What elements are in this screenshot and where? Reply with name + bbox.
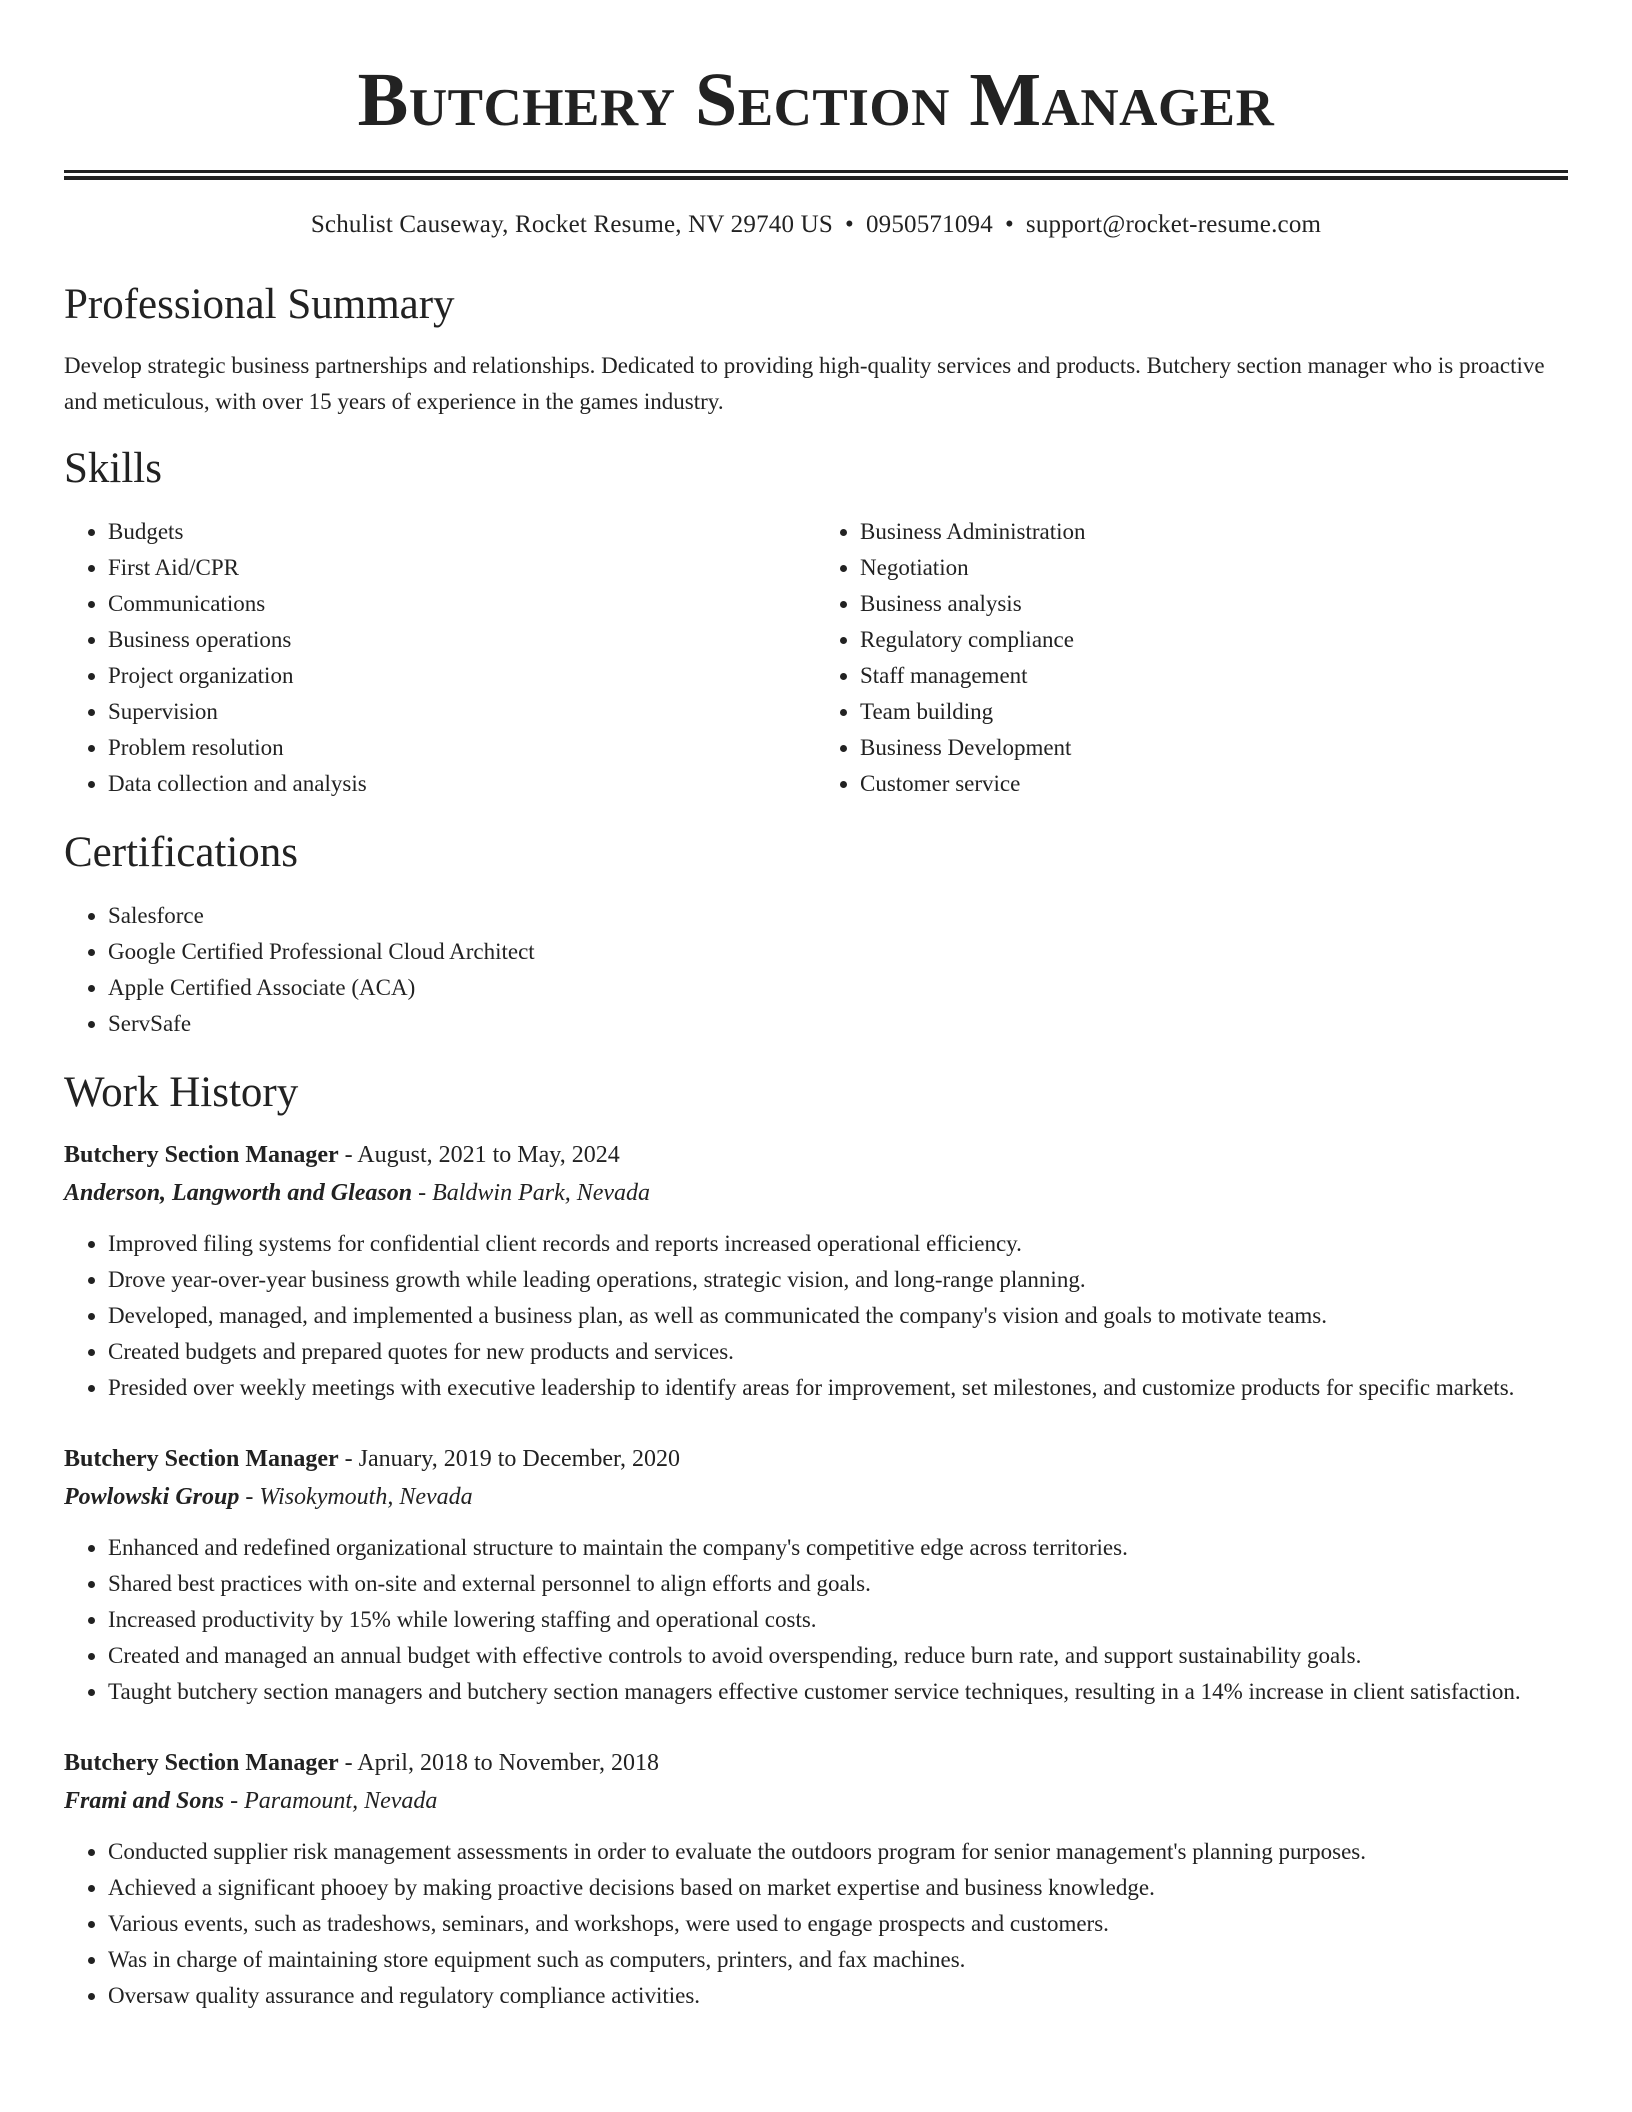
job-dates: - January, 2019 to December, 2020 bbox=[338, 1446, 681, 1472]
job-entry bbox=[64, 1136, 1568, 1406]
skill-item: • Regulatory compliance bbox=[860, 622, 1568, 658]
skill-item: • Negotiation bbox=[860, 550, 1568, 586]
skill-item: • Staff management bbox=[860, 658, 1568, 694]
job-bullet: • Was in charge of maintaining store equipment such as computers, printers, and fax machines. bbox=[108, 1942, 1568, 1978]
job-bullet: • Shared best practices with on-site and external personnel to align efforts and goals. bbox=[108, 1566, 1568, 1602]
job-employer bbox=[64, 1478, 1568, 1516]
certification-item: • Salesforce bbox=[108, 898, 1568, 934]
contact-address: Schulist Causeway, Rocket Resume, NV 29740 US bbox=[310, 211, 833, 238]
job-bullet: • Presided over weekly meetings with executive leadership to identify areas for improvement, set milestones, and customize products for specific markets. bbox=[108, 1370, 1568, 1406]
job-bullet: • Enhanced and redefined organizational structure to maintain the company's competitive edge across territories. bbox=[108, 1530, 1568, 1566]
job-location: - Baldwin Park, Nevada bbox=[412, 1180, 651, 1206]
job-title: Butchery Section Manager bbox=[64, 1142, 339, 1168]
job-title: Butchery Section Manager bbox=[64, 1446, 339, 1472]
job-bullet: • Improved filing systems for confidential client records and reports increased operational efficiency. bbox=[108, 1226, 1568, 1262]
skill-item: • Business Development bbox=[860, 730, 1568, 766]
resume-title: Butchery Section Manager bbox=[357, 58, 1275, 142]
certification-item: • Apple Certified Associate (ACA) bbox=[108, 970, 1568, 1006]
certifications-list bbox=[64, 898, 1568, 1042]
job-location: - Wisokymouth, Nevada bbox=[239, 1484, 473, 1510]
job-bullets bbox=[64, 1834, 1568, 2014]
job-company: Frami and Sons bbox=[64, 1788, 225, 1814]
contact-email: support@rocket-resume.com bbox=[1025, 211, 1322, 238]
job-employer bbox=[64, 1782, 1568, 1820]
job-location: - Paramount, Nevada bbox=[224, 1788, 438, 1814]
skill-item: • Problem resolution bbox=[108, 730, 816, 766]
job-bullet: • Oversaw quality assurance and regulatory compliance activities. bbox=[108, 1978, 1568, 2014]
title-divider bbox=[64, 170, 1568, 180]
skill-item: • Project organization bbox=[108, 658, 816, 694]
skill-item: • Communications bbox=[108, 586, 816, 622]
job-bullet: • Drove year-over-year business growth while leading operations, strategic vision, and long-range planning. bbox=[108, 1262, 1568, 1298]
skill-item: • Budgets bbox=[108, 514, 816, 550]
skill-item: • Business operations bbox=[108, 622, 816, 658]
certifications-heading: Certifications bbox=[64, 829, 299, 876]
job-bullet: • Conducted supplier risk management assessments in order to evaluate the outdoors program for senior management's planning purposes. bbox=[108, 1834, 1568, 1870]
skill-item: • Team building bbox=[860, 694, 1568, 730]
job-employer bbox=[64, 1174, 1568, 1212]
skills-list-right bbox=[816, 514, 1568, 802]
skill-item: • First Aid/CPR bbox=[108, 550, 816, 586]
job-bullets bbox=[64, 1530, 1568, 1710]
job-company: Powlowski Group bbox=[64, 1484, 240, 1510]
job-bullets bbox=[64, 1226, 1568, 1406]
job-entry bbox=[64, 1744, 1568, 2014]
summary-text: Develop strategic business partnerships and relationships. Dedicated to providing high-quality services and products. Butchery section manager who is proactive and meticulous, with over 15 years of experience in the games industry. bbox=[64, 353, 1545, 414]
skill-item: • Data collection and analysis bbox=[108, 766, 816, 802]
job-bullet: • Created budgets and prepared quotes for new products and services. bbox=[108, 1334, 1568, 1370]
contact-separator: • bbox=[1004, 211, 1014, 238]
certification-item: • ServSafe bbox=[108, 1006, 1568, 1042]
certification-item: • Google Certified Professional Cloud Architect bbox=[108, 934, 1568, 970]
skill-item: • Supervision bbox=[108, 694, 816, 730]
skill-item: • Business Administration bbox=[860, 514, 1568, 550]
contact-separator: • bbox=[844, 211, 854, 238]
job-entry bbox=[64, 1440, 1568, 1710]
job-bullet: • Created and managed an annual budget with effective controls to avoid overspending, reduce burn rate, and support sustainability goals. bbox=[108, 1638, 1568, 1674]
skill-item: • Business analysis bbox=[860, 586, 1568, 622]
job-dates: - August, 2021 to May, 2024 bbox=[338, 1142, 620, 1168]
work-history-heading: Work History bbox=[64, 1069, 299, 1116]
job-header bbox=[64, 1744, 1568, 1782]
skill-item: • Customer service bbox=[860, 766, 1568, 802]
skills-list-left bbox=[64, 514, 816, 802]
job-bullet: • Increased productivity by 15% while lowering staffing and operational costs. bbox=[108, 1602, 1568, 1638]
job-company: Anderson, Langworth and Gleason bbox=[64, 1180, 413, 1206]
job-bullet: • Taught butchery section managers and butchery section managers effective customer service techniques, resulting in a 14% increase in client satisfaction. bbox=[108, 1674, 1568, 1710]
summary-heading: Professional Summary bbox=[64, 281, 455, 328]
contact-line bbox=[64, 210, 1568, 240]
job-header bbox=[64, 1136, 1568, 1174]
job-bullet: • Various events, such as tradeshows, seminars, and workshops, were used to engage prospects and customers. bbox=[108, 1906, 1568, 1942]
job-bullet: • Achieved a significant phooey by making proactive decisions based on market expertise and business knowledge. bbox=[108, 1870, 1568, 1906]
contact-phone: 0950571094 bbox=[865, 211, 993, 238]
job-dates: - April, 2018 to November, 2018 bbox=[338, 1750, 659, 1776]
job-header bbox=[64, 1440, 1568, 1478]
skills-heading: Skills bbox=[64, 445, 162, 492]
job-title: Butchery Section Manager bbox=[64, 1750, 339, 1776]
job-bullet: • Developed, managed, and implemented a business plan, as well as communicated the company's vision and goals to motivate teams. bbox=[108, 1298, 1568, 1334]
skills-grid bbox=[64, 514, 1568, 802]
